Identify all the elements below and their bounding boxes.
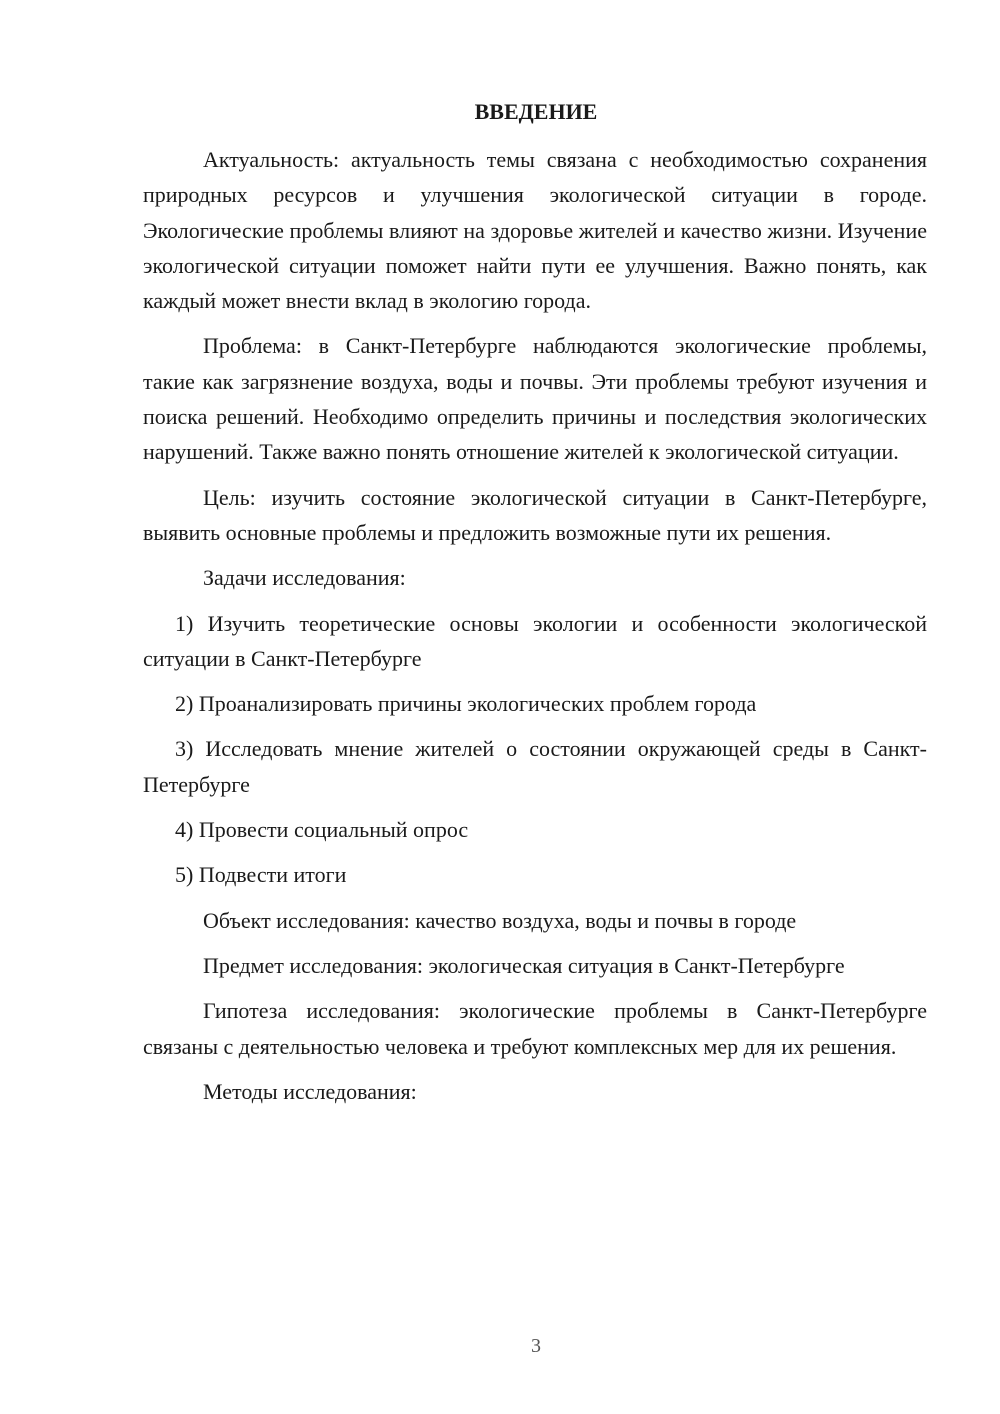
paragraph-goal: Цель: изучить состояние экологической ситуации в Санкт-Петербурге, выявить основные проблемы и предложить возможные пути их решения. [143, 484, 927, 545]
paragraph-hypothesis: Гипотеза исследования: экологические проблемы в Санкт-Петербурге связаны с деятельностью человека и требуют комплексных мер для их решения. [143, 998, 927, 1059]
task-item-4: 4) Провести социальный опрос [175, 817, 469, 843]
paragraph-object: Объект исследования: качество воздуха, воды и почвы в городе [203, 907, 797, 933]
document-body [143, 142, 927, 1109]
paragraph-subject: Предмет исследования: экологическая ситуация в Санкт-Петербурге [203, 952, 845, 978]
task-item-1: 1) Изучить теоретические основы экологии и особенности экологической ситуации в Санкт-Петербурге [143, 610, 927, 671]
task-item-3: 3) Исследовать мнение жителей о состоянии окружающей среды в Санкт-Петербурге [143, 736, 927, 797]
paragraph-tasks-heading: Задачи исследования: [203, 565, 406, 591]
task-item-2: 2) Проанализировать причины экологических проблем города [175, 691, 757, 717]
section-heading: ВВЕДЕНИЕ [474, 99, 598, 124]
paragraph-problem: Проблема: в Санкт-Петербурге наблюдаются экологические проблемы, такие как загрязнение воздуха, воды и почвы. Эти проблемы требуют изучения и поиска решений. Необходимо определить причины и последствия экологических нарушений. Также важно понять отношение жителей к экологической ситуации. [143, 333, 927, 465]
task-item-5: 5) Подвести итоги [175, 862, 347, 888]
page-number: 3 [531, 1335, 541, 1357]
paragraph-methods-heading: Методы исследования: [203, 1078, 417, 1104]
paragraph-relevance: Актуальность: актуальность темы связана с необходимостью сохранения природных ресурсов и улучшения экологической ситуации в городе. Экологические проблемы влияют на здоровье жителей и качество жизни. Изучение экологической ситуации поможет найти пути ее улучшения. Важно понять, как каждый может внести вклад в экологию города. [143, 147, 927, 314]
